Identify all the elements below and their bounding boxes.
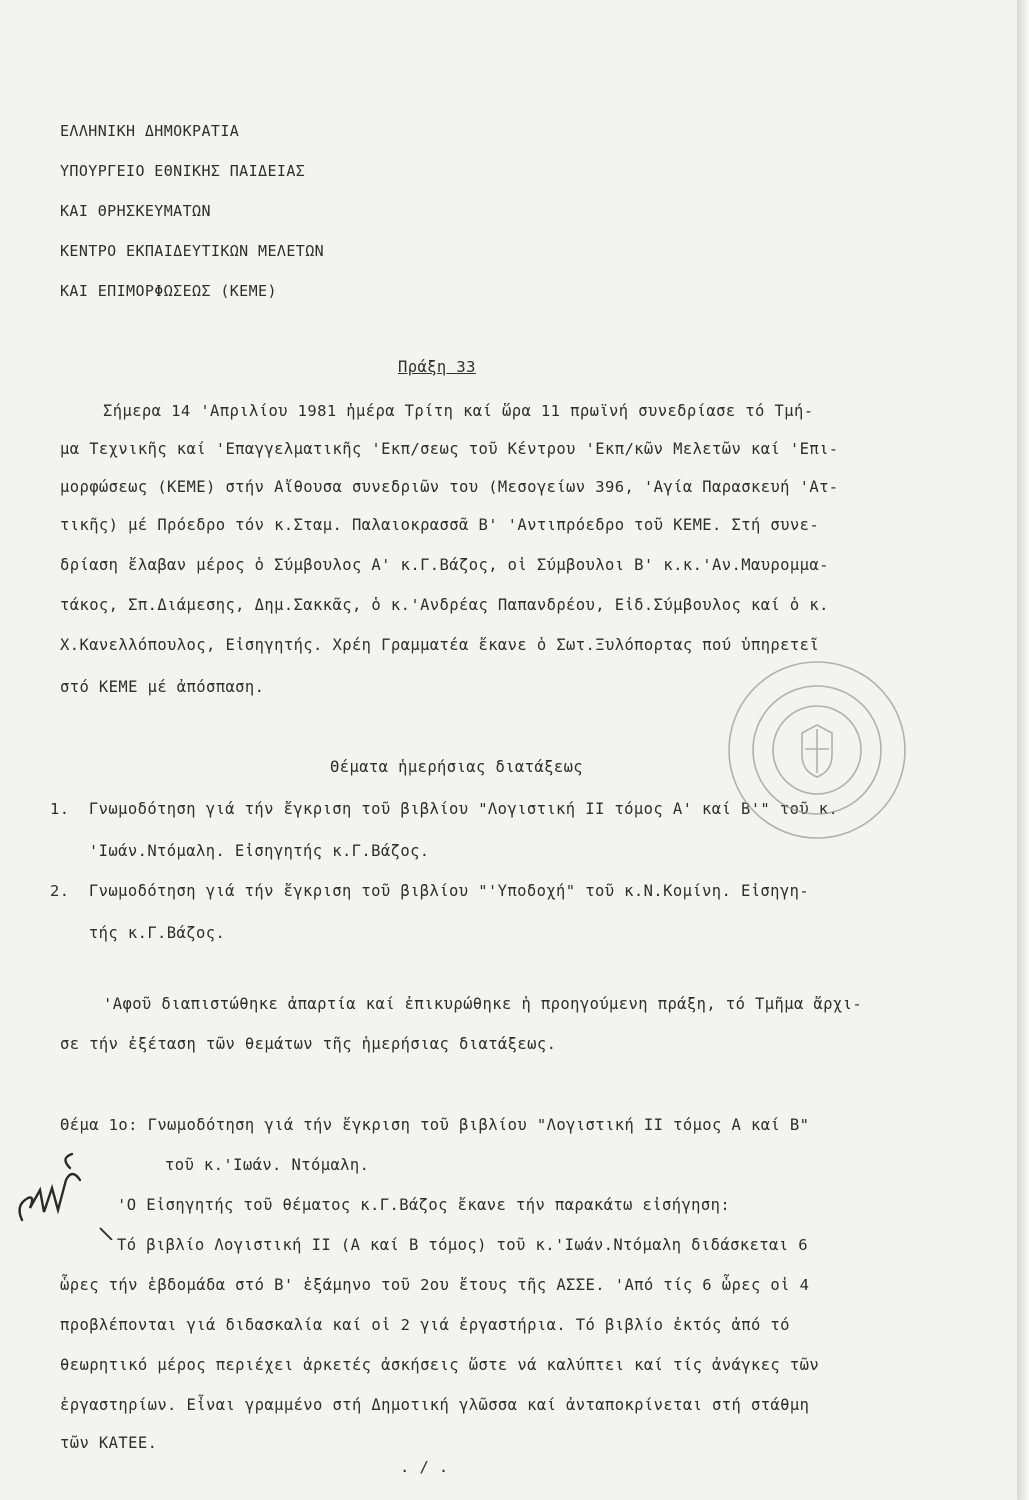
theme-line: ἐργαστηρίων. Εἶναι γραμμένο στή Δημοτική γλῶσσα καί ἀνταποκρίνεται στή στάθμη — [60, 1396, 810, 1414]
theme-heading: Θέμα 1ο: Γνωμοδότηση γιά τήν ἔγκριση τοῦ βιβλίου "Λογιστική ΙΙ τόμος Α καί Β" — [60, 1116, 810, 1134]
letterhead-line: ΥΠΟΥΡΓΕΙΟ ΕΘΝΙΚΗΣ ΠΑΙΔΕΙΑΣ — [60, 162, 306, 180]
letterhead-line: ΚΑΙ ΕΠΙΜΟΡΦΩΣΕΩΣ (ΚΕΜΕ) — [60, 282, 277, 300]
theme-line: προβλέπονται γιά διδασκαλία καί οἱ 2 γιά ἐργαστήρια. Τό βιβλίο ἐκτός ἀπό τό — [60, 1316, 790, 1334]
intro-line: στό ΚΕΜΕ μέ ἀπόσπαση. — [60, 678, 265, 696]
handwritten-initials-icon — [10, 1150, 120, 1240]
theme-line: τῶν ΚΑΤΕΕ. — [60, 1434, 158, 1452]
agenda-item: 2. Γνωμοδότηση γιά τήν ἔγκριση τοῦ βιβλίου "'Υποδοχή" τοῦ κ.Ν.Κομίνη. Εἰσηγη- — [50, 882, 810, 900]
agenda-heading: Θέματα ἡμερήσιας διατάξεως — [330, 758, 584, 776]
document-title: Πράξη 33 — [398, 358, 476, 376]
intro-line: τάκος, Σπ.Διάμεσης, Δημ.Σακκᾶς, ὁ κ.'Ανδρέας Παπανδρέου, Εἰδ.Σύμβουλος καί ὁ κ. — [60, 596, 829, 614]
intro-line: Χ.Κανελλόπουλος, Εἰσηγητής. Χρέη Γραμματέα ἔκανε ὁ Σωτ.Ξυλόπορτας πού ὑπηρετεῖ — [60, 636, 820, 654]
theme-line: θεωρητικό μέρος περιέχει ἀρκετές ἀσκήσεις ὥστε νά καλύπτει καί τίς ἀνάγκες τῶν — [60, 1356, 820, 1374]
agenda-item: 1. Γνωμοδότηση γιά τήν ἔγκριση τοῦ βιβλίου "Λογιστική ΙΙ τόμος Α' καί Β'" τοῦ κ. — [50, 800, 839, 818]
intro-line: μα Τεχνικῆς καί 'Επαγγελματικῆς 'Εκπ/σεως τοῦ Κέντρου 'Εκπ/κῶν Μελετῶν καί 'Επι- — [60, 440, 839, 458]
intro-line: τικῆς) μέ Πρόεδρο τόν κ.Σταμ. Παλαιοκρασσᾶ Β' 'Αντιπρόεδρο τοῦ ΚΕΜΕ. Στή συνε- — [60, 516, 820, 534]
letterhead-line: ΚΕΝΤΡΟ ΕΚΠΑΙΔΕΥΤΙΚΩΝ ΜΕΛΕΤΩΝ — [60, 242, 325, 260]
page-continuation-marker: . / . — [400, 1458, 449, 1476]
agenda-item: 'Ιωάν.Ντόμαλη. Εἰσηγητής κ.Γ.Βάζος. — [50, 842, 430, 860]
letterhead-line: ΚΑΙ ΘΡΗΣΚΕΥΜΑΤΩΝ — [60, 202, 211, 220]
intro-line: μορφώσεως (ΚΕΜΕ) στήν Αἴθουσα συνεδριῶν του (Μεσογείων 396, 'Αγία Παρασκευή 'Ατ- — [60, 478, 839, 496]
quorum-line: σε τήν ἐξέταση τῶν θεμάτων τῆς ἡμερήσιας διατάξεως. — [60, 1035, 557, 1053]
quorum-line: 'Αφοῦ διαπιστώθηκε ἀπαρτία καί ἐπικυρώθηκε ἡ προηγούμενη πράξη, τό Τμῆμα ἄρχι- — [103, 995, 863, 1013]
intro-line: Σήμερα 14 'Απριλίου 1981 ἡμέρα Τρίτη καί ὥρα 11 πρωϊνή συνεδρίασε τό Τμή- — [103, 402, 814, 420]
page-edge — [1017, 0, 1029, 1500]
letterhead-line: ΕΛΛΗΝΙΚΗ ΔΗΜΟΚΡΑΤΙΑ — [60, 122, 240, 140]
theme-line: τοῦ κ.'Ιωάν. Ντόμαλη. — [165, 1156, 370, 1174]
official-seal-icon — [722, 655, 912, 845]
theme-line: ὧρες τήν ἑβδομάδα στό Β' ἑξάμηνο τοῦ 2ου ἔτους τῆς ΑΣΣΕ. 'Από τίς 6 ὧρες οἱ 4 — [60, 1276, 810, 1294]
theme-line: 'Ο Εἰσηγητής τοῦ θέματος κ.Γ.Βάζος ἔκανε τήν παρακάτω εἰσήγηση: — [117, 1196, 731, 1214]
theme-line: Τό βιβλίο Λογιστική ΙΙ (Α καί Β τόμος) τοῦ κ.'Ιωάν.Ντόμαλη διδάσκεται 6 — [117, 1236, 808, 1254]
agenda-item: τής κ.Γ.Βάζος. — [50, 924, 226, 942]
intro-line: δρίαση ἔλαβαν μέρος ὁ Σύμβουλος Α' κ.Γ.Βάζος, οἱ Σύμβουλοι Β' κ.κ.'Αν.Μαυρομμα- — [60, 556, 829, 574]
